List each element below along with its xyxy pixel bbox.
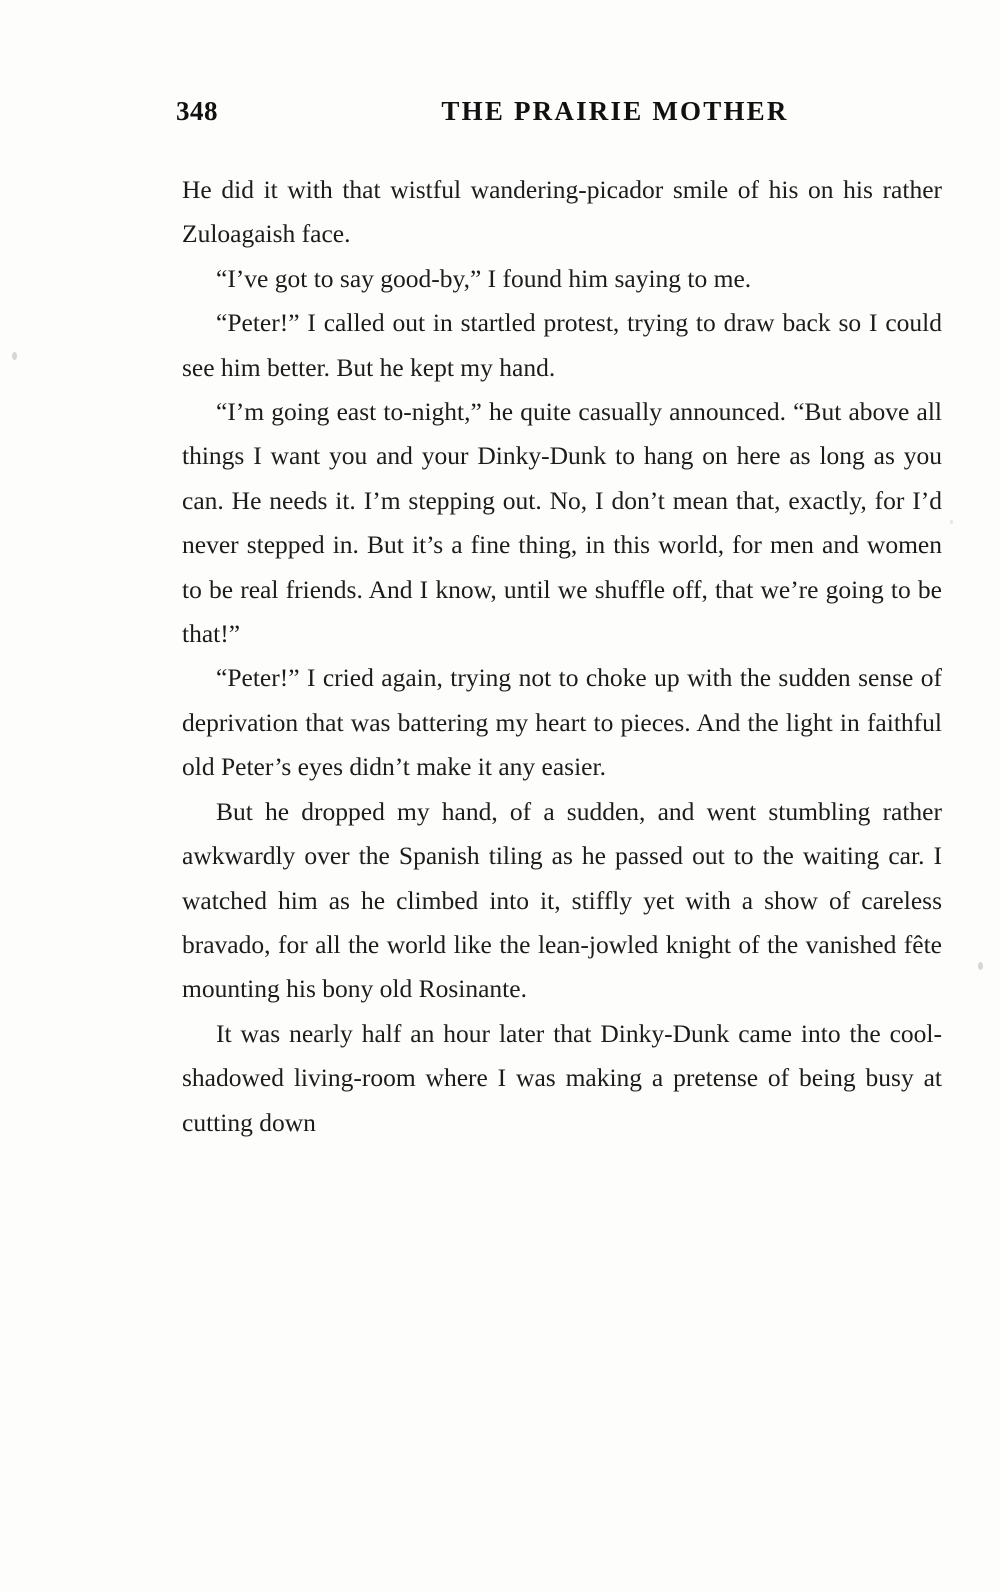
paragraph: “I’ve got to say good-by,” I found him saying to me. xyxy=(216,263,752,293)
paragraph: “Peter!” I cried again, trying not to choke up with the sudden sense of deprivation that was battering my heart to pieces. And the light in faithful old Peter’s eyes didn’t make it any easier. xyxy=(182,663,942,782)
body-text xyxy=(182,168,942,1145)
paragraph: “Peter!” I called out in startled protest, trying to draw back so I could see him better. But he kept my hand. xyxy=(182,308,942,382)
paragraph: He did it with that wistful wandering-picador smile of his on his rather Zuloagaish face. xyxy=(182,175,942,249)
paragraph: But he dropped my hand, of a sudden, and went stumbling rather awkwardly over the Spanish tiling as he passed out to the waiting car. I watched him as he climbed into it, stiffly yet with a show of careless bravado, for all the world like the lean-jowled knight of the vanished fête mounting his bony old Rosinante. xyxy=(182,796,942,1004)
page-number: 348 xyxy=(176,96,218,126)
running-head-title: THE PRAIRIE MOTHER xyxy=(441,96,789,126)
scan-speck xyxy=(950,520,953,524)
page-header xyxy=(176,96,944,134)
paragraph: It was nearly half an hour later that Dinky-Dunk came into the cool-shadowed living-room where I was making a pretense of being busy at cutting down xyxy=(182,1018,942,1137)
paragraph: “I’m going east to-night,” he quite casually announced. “But above all things I want you and your Dinky-Dunk to hang on here as long as you can. He needs it. I’m stepping out. No, I don’t mean that, exactly, for I’d never stepped in. But it’s a fine thing, in this world, for men and women to be real friends. And I know, until we shuffle off, that we’re going to be that!” xyxy=(182,397,942,649)
scan-speck xyxy=(978,962,983,970)
scan-speck xyxy=(12,352,17,360)
